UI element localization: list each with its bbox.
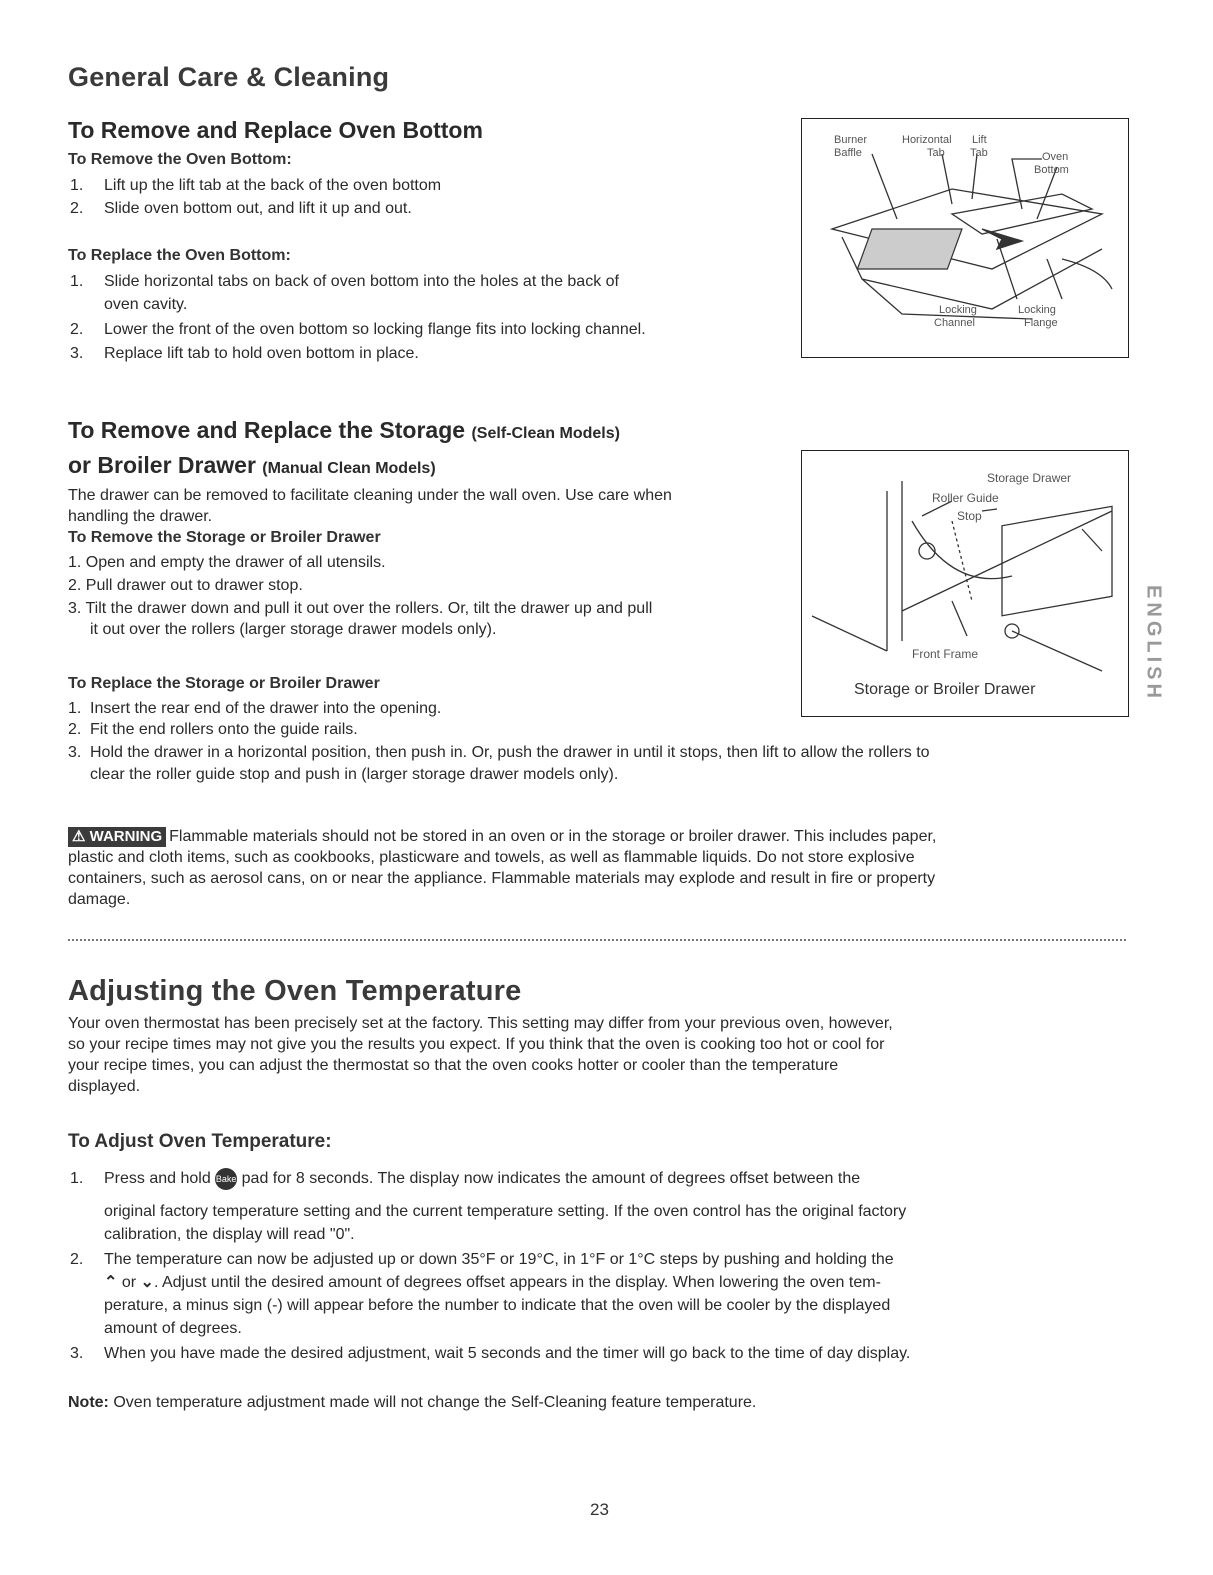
figure-label: Locking	[939, 304, 977, 316]
temperature-intro: Your oven thermostat has been precisely set at the factory. This setting may differ from your previous oven, however, so your recipe times may not give you the results you expect. If you think that the oven is cooking too hot or cool for your recipe times, you can adjust the thermostat so that the oven cooks hotter or cooler than the temperature displayed.	[68, 1015, 893, 1095]
up-arrow-icon: ⌃	[104, 1274, 118, 1291]
figure-label: Channel	[934, 317, 975, 329]
temperature-note: Note: Oven temperature adjustment made will not change the Self-Cleaning feature temperature.	[68, 1394, 757, 1411]
figure-label: Stop	[957, 509, 982, 523]
oven-bottom-heading: To Remove and Replace Oven Bottom	[68, 117, 483, 143]
replace-drawer-heading: To Replace the Storage or Broiler Drawer	[68, 675, 380, 692]
figure-label: Baffle	[834, 147, 862, 159]
oven-bottom-figure	[801, 118, 1129, 358]
remove-oven-bottom-heading: To Remove the Oven Bottom:	[68, 151, 292, 168]
figure-label: Tab	[927, 147, 945, 159]
list-item: 3. Tilt the drawer down and pull it out over the rollers. Or, tilt the drawer up and pull	[68, 600, 653, 617]
figure-label: Lift	[972, 134, 987, 146]
remove-drawer-heading: To Remove the Storage or Broiler Drawer	[68, 529, 381, 546]
remove-drawer-steps	[68, 552, 798, 640]
warning-block: ⚠ WARNING Flammable materials should not be stored in an oven or in the storage or broiler drawer. This includes paper, plastic and cloth items, such as cookbooks, plasticware and towels, as well as flammable liquids. Do not store explosive containers, such as aerosol cans, on or near the appliance. Flammable materials may explode and result in fire or property damage.	[68, 828, 937, 908]
figure-label: Oven	[1042, 151, 1069, 163]
temperature-heading: Adjusting the Oven Temperature	[68, 975, 522, 1007]
drawer-heading-line1: To Remove and Replace the Storage (Self-Clean Models)	[68, 417, 620, 443]
section-divider	[68, 939, 1126, 941]
figure-label: Bottom	[1034, 164, 1069, 176]
drawer-figure	[801, 450, 1129, 717]
list-item: 2. Pull drawer out to drawer stop.	[68, 577, 303, 594]
figure-label: Front Frame	[912, 647, 979, 661]
warning-triangle-icon: ⚠	[72, 828, 86, 845]
drawer-intro: The drawer can be removed to facilitate cleaning under the wall oven. Use care when handling the drawer.	[68, 487, 672, 525]
down-arrow-icon: ⌄	[140, 1274, 154, 1291]
replace-oven-bottom-heading: To Replace the Oven Bottom:	[68, 247, 291, 264]
language-side-tab: ENGLISH	[1142, 585, 1165, 702]
figure-label: Roller Guide	[932, 491, 999, 505]
bake-pad-icon: Bake	[215, 1168, 237, 1190]
figure-label: Storage Drawer	[987, 471, 1072, 485]
figure-caption: Storage or Broiler Drawer	[854, 681, 1036, 698]
figure-label: Horizontal	[902, 134, 952, 146]
warning-badge: ⚠ WARNING	[68, 827, 166, 847]
list-item: 1. Open and empty the drawer of all utensils.	[68, 554, 386, 571]
note-label: Note:	[68, 1394, 109, 1411]
page-number: 23	[590, 1500, 609, 1519]
page-title: General Care & Cleaning	[68, 62, 390, 92]
figure-label: Locking	[1018, 304, 1056, 316]
drawer-heading-line2: or Broiler Drawer (Manual Clean Models)	[68, 452, 436, 478]
list-item-continued: it out over the rollers (larger storage drawer models only).	[90, 621, 497, 638]
figure-label: Tab	[970, 147, 988, 159]
adjust-temperature-heading: To Adjust Oven Temperature:	[68, 1131, 332, 1152]
warning-text: Flammable materials should not be stored in an oven or in the storage or broiler drawer. This includes paper,	[169, 828, 937, 845]
figure-label: Flange	[1024, 317, 1058, 329]
figure-label: Burner	[834, 134, 868, 146]
